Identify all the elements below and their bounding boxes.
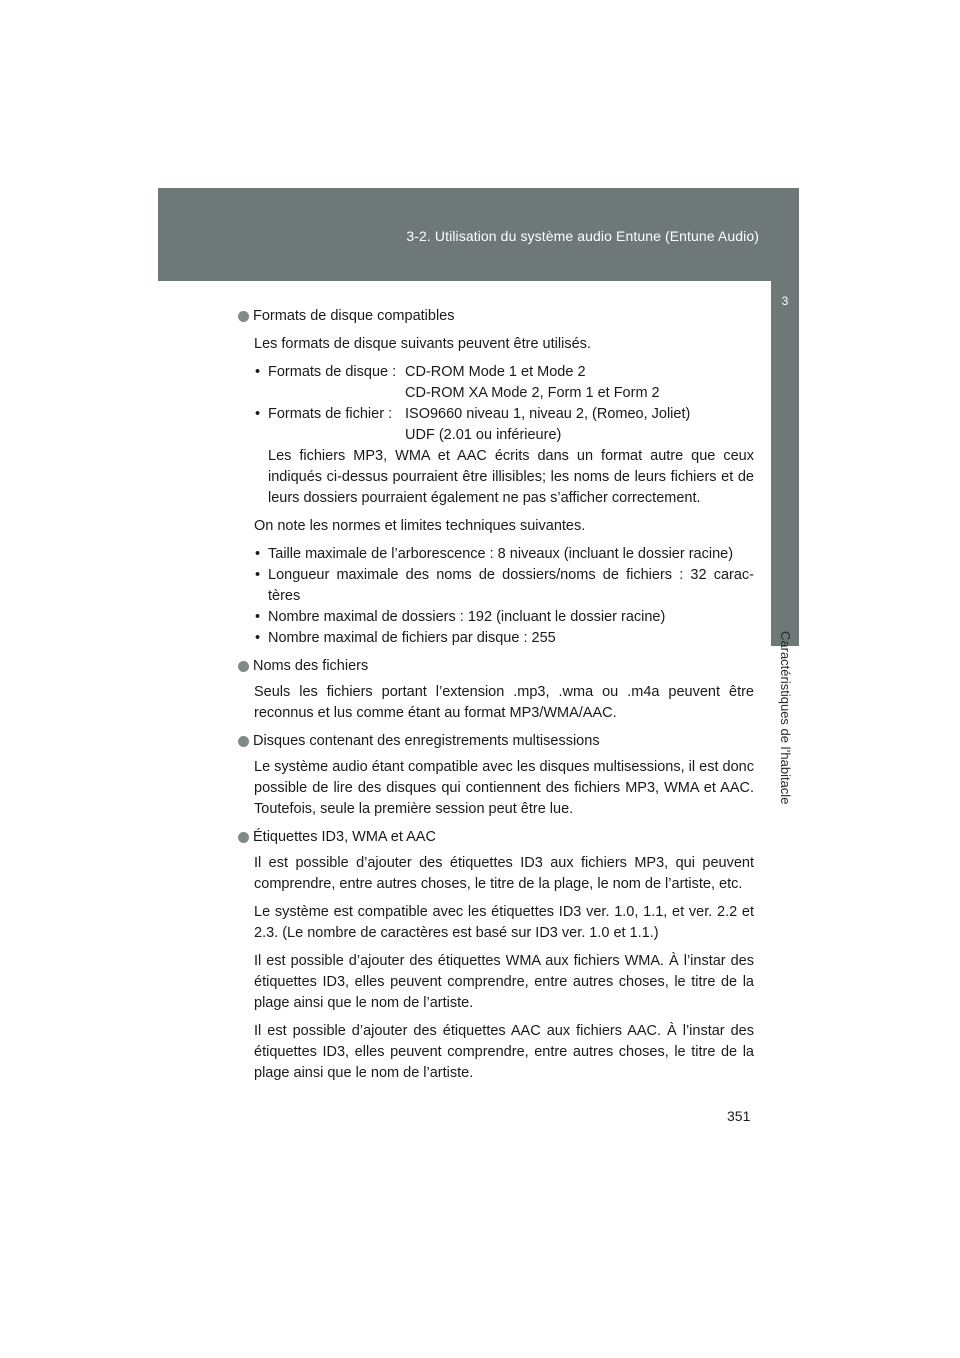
section-heading: Formats de disque compatibles (238, 306, 754, 327)
format-note: Les fichiers MP3, WMA et AAC écrits dans un format autre que ceux indiqués ci-dessus pourraient être illisibles; les noms de leurs fichiers et de leurs dossiers pourraient également ne pas s’afficher correctement. (268, 448, 754, 506)
section-heading: Disques contenant des enregistrements multisessions (238, 731, 754, 752)
bullet-dot-icon (238, 832, 249, 843)
file-format-label: • Formats de fichier : (268, 406, 393, 422)
limits-intro: On note les normes et limites techniques suivantes. (254, 518, 586, 534)
list-item: • Longueur maximale des noms de dossiers/noms de fichiers : 32 carac-tères (238, 565, 754, 607)
page-content (238, 306, 754, 1091)
chapter-number: 3 (781, 294, 789, 308)
page-number: 351 (727, 1108, 751, 1124)
file-format-value: UDF (2.01 ou inférieure) (405, 427, 562, 443)
section-heading: Noms des fichiers (238, 656, 754, 677)
bullet-dot-icon (238, 736, 249, 747)
header-title: 3-2. Utilisation du système audio Entune (Entune Audio) (406, 228, 759, 244)
tags-paragraph: Il est possible d’ajouter des étiquettes ID3 aux fichiers MP3, qui peuvent comprendre, entre autres choses, le titre de la plage, le nom de l’artiste, etc. (254, 855, 754, 892)
formats-intro: Les formats de disque suivants peuvent être utilisés. (254, 336, 591, 352)
list-item: • Nombre maximal de fichiers par disque : 255 (238, 628, 754, 649)
page-header (158, 188, 799, 281)
section-tags (238, 827, 754, 1084)
file-format-value: ISO9660 niveau 1, niveau 2, (Romeo, Joliet) (405, 406, 691, 422)
list-item: • Nombre maximal de dossiers : 192 (incluant le dossier racine) (238, 607, 754, 628)
section-filenames (238, 656, 754, 724)
limits-list (238, 544, 754, 649)
disc-format-label: • Formats de disque : (268, 364, 397, 380)
tags-paragraph: Le système est compatible avec les étiquettes ID3 ver. 1.0, 1.1, et ver. 2.2 et 2.3. (Le nombre de caractères est basé sur ID3 ver. 1.0 et 1.1.) (254, 904, 754, 941)
disc-format-row (238, 362, 754, 404)
section-formats (238, 306, 754, 649)
bullet-dot-icon (238, 311, 249, 322)
filenames-text: Seuls les fichiers portant l’extension .mp3, .wma ou .m4a peuvent être reconnus et lus comme étant au format MP3/WMA/AAC. (254, 684, 754, 721)
disc-format-value: CD-ROM XA Mode 2, Form 1 et Form 2 (405, 385, 660, 401)
chapter-tab (771, 281, 799, 646)
multisession-text: Le système audio étant compatible avec les disques multisessions, il est donc possible de lire des disques qui contiennent des fichiers MP3, WMA et AAC. Toutefois, seule la première session peut être lue. (254, 759, 754, 817)
section-multisession (238, 731, 754, 820)
format-table (238, 362, 754, 509)
chapter-label: Caractéristiques de l’habitacle (778, 631, 793, 805)
tags-paragraph: Il est possible d’ajouter des étiquettes WMA aux fichiers WMA. À l’instar des étiquettes ID3, elles peuvent comprendre, entre autres choses, le titre de la plage ainsi que le nom de l’artiste. (254, 953, 754, 1011)
file-format-row (238, 404, 754, 446)
list-item: • Taille maximale de l’arborescence : 8 niveaux (incluant le dossier racine) (238, 544, 754, 565)
section-heading: Étiquettes ID3, WMA et AAC (238, 827, 754, 848)
bullet-dot-icon (238, 661, 249, 672)
disc-format-value: CD-ROM Mode 1 et Mode 2 (405, 364, 586, 380)
tags-paragraph: Il est possible d’ajouter des étiquettes AAC aux fichiers AAC. À l’instar des étiquettes ID3, elles peuvent comprendre, entre autres choses, le titre de la plage ainsi que le nom de l’artiste. (254, 1023, 754, 1081)
